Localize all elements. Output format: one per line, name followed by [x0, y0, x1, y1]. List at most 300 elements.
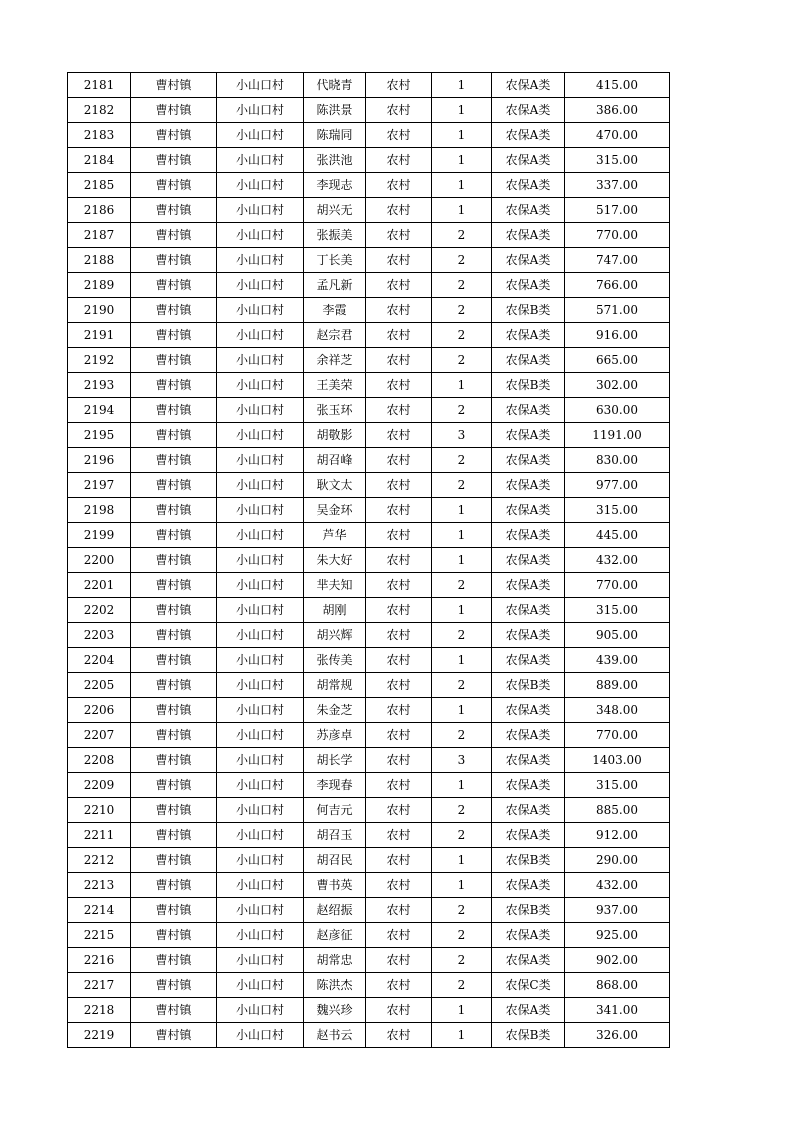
cell-household-type: 农村 — [366, 523, 432, 548]
cell-town: 曹村镇 — [131, 348, 217, 373]
cell-village: 小山口村 — [217, 73, 304, 98]
cell-household-type: 农村 — [366, 148, 432, 173]
cell-person-count: 2 — [432, 323, 492, 348]
cell-amount: 571.00 — [565, 298, 670, 323]
cell-household-type: 农村 — [366, 373, 432, 398]
cell-village: 小山口村 — [217, 123, 304, 148]
cell-village: 小山口村 — [217, 623, 304, 648]
cell-village: 小山口村 — [217, 673, 304, 698]
cell-category: 农保A类 — [492, 448, 565, 473]
cell-person-count: 2 — [432, 448, 492, 473]
cell-amount: 415.00 — [565, 73, 670, 98]
table-row — [68, 673, 670, 698]
cell-village: 小山口村 — [217, 998, 304, 1023]
cell-serial: 2213 — [68, 873, 131, 898]
cell-amount: 1191.00 — [565, 423, 670, 448]
cell-serial: 2204 — [68, 648, 131, 673]
cell-village: 小山口村 — [217, 348, 304, 373]
cell-category: 农保A类 — [492, 148, 565, 173]
cell-serial: 2183 — [68, 123, 131, 148]
cell-name: 李现春 — [304, 773, 366, 798]
cell-amount: 1403.00 — [565, 748, 670, 773]
cell-serial: 2181 — [68, 73, 131, 98]
cell-name: 胡常忠 — [304, 948, 366, 973]
cell-name: 耿文太 — [304, 473, 366, 498]
cell-category: 农保B类 — [492, 673, 565, 698]
cell-category: 农保A类 — [492, 598, 565, 623]
table-row — [68, 523, 670, 548]
cell-category: 农保A类 — [492, 698, 565, 723]
cell-category: 农保B类 — [492, 298, 565, 323]
cell-village: 小山口村 — [217, 373, 304, 398]
cell-village: 小山口村 — [217, 148, 304, 173]
table-row — [68, 898, 670, 923]
cell-person-count: 2 — [432, 798, 492, 823]
cell-household-type: 农村 — [366, 473, 432, 498]
cell-person-count: 1 — [432, 198, 492, 223]
cell-name: 张传美 — [304, 648, 366, 673]
cell-category: 农保A类 — [492, 123, 565, 148]
cell-town: 曹村镇 — [131, 373, 217, 398]
cell-town: 曹村镇 — [131, 773, 217, 798]
cell-household-type: 农村 — [366, 748, 432, 773]
cell-town: 曹村镇 — [131, 748, 217, 773]
cell-person-count: 2 — [432, 223, 492, 248]
cell-village: 小山口村 — [217, 898, 304, 923]
cell-village: 小山口村 — [217, 98, 304, 123]
cell-town: 曹村镇 — [131, 598, 217, 623]
cell-household-type: 农村 — [366, 298, 432, 323]
cell-household-type: 农村 — [366, 948, 432, 973]
cell-serial: 2203 — [68, 623, 131, 648]
cell-amount: 386.00 — [565, 98, 670, 123]
cell-name: 丁长美 — [304, 248, 366, 273]
cell-person-count: 1 — [432, 498, 492, 523]
cell-town: 曹村镇 — [131, 273, 217, 298]
cell-category: 农保A类 — [492, 73, 565, 98]
cell-person-count: 1 — [432, 648, 492, 673]
cell-amount: 868.00 — [565, 973, 670, 998]
cell-village: 小山口村 — [217, 198, 304, 223]
cell-person-count: 2 — [432, 673, 492, 698]
cell-person-count: 2 — [432, 298, 492, 323]
cell-household-type: 农村 — [366, 623, 432, 648]
cell-serial: 2185 — [68, 173, 131, 198]
cell-serial: 2192 — [68, 348, 131, 373]
table-row — [68, 623, 670, 648]
cell-amount: 937.00 — [565, 898, 670, 923]
cell-household-type: 农村 — [366, 173, 432, 198]
cell-category: 农保A类 — [492, 348, 565, 373]
cell-name: 余祥芝 — [304, 348, 366, 373]
cell-amount: 902.00 — [565, 948, 670, 973]
cell-person-count: 1 — [432, 598, 492, 623]
table-row — [68, 348, 670, 373]
cell-name: 胡召玉 — [304, 823, 366, 848]
cell-household-type: 农村 — [366, 123, 432, 148]
cell-household-type: 农村 — [366, 923, 432, 948]
cell-amount: 315.00 — [565, 598, 670, 623]
cell-household-type: 农村 — [366, 348, 432, 373]
cell-person-count: 1 — [432, 848, 492, 873]
cell-person-count: 2 — [432, 723, 492, 748]
cell-household-type: 农村 — [366, 998, 432, 1023]
cell-town: 曹村镇 — [131, 523, 217, 548]
cell-category: 农保A类 — [492, 398, 565, 423]
cell-category: 农保A类 — [492, 223, 565, 248]
cell-amount: 977.00 — [565, 473, 670, 498]
cell-town: 曹村镇 — [131, 248, 217, 273]
cell-village: 小山口村 — [217, 548, 304, 573]
table-row — [68, 448, 670, 473]
cell-amount: 916.00 — [565, 323, 670, 348]
cell-person-count: 1 — [432, 148, 492, 173]
cell-town: 曹村镇 — [131, 673, 217, 698]
cell-name: 胡长学 — [304, 748, 366, 773]
cell-household-type: 农村 — [366, 248, 432, 273]
cell-serial: 2184 — [68, 148, 131, 173]
cell-amount: 439.00 — [565, 648, 670, 673]
cell-serial: 2216 — [68, 948, 131, 973]
cell-category: 农保B类 — [492, 898, 565, 923]
cell-household-type: 农村 — [366, 448, 432, 473]
table-row — [68, 148, 670, 173]
cell-name: 胡兴辉 — [304, 623, 366, 648]
cell-amount: 925.00 — [565, 923, 670, 948]
cell-serial: 2195 — [68, 423, 131, 448]
table-row — [68, 1023, 670, 1048]
table-row — [68, 473, 670, 498]
table-row — [68, 723, 670, 748]
cell-category: 农保A类 — [492, 98, 565, 123]
cell-name: 陈洪杰 — [304, 973, 366, 998]
cell-household-type: 农村 — [366, 673, 432, 698]
cell-household-type: 农村 — [366, 1023, 432, 1048]
cell-town: 曹村镇 — [131, 498, 217, 523]
cell-town: 曹村镇 — [131, 648, 217, 673]
cell-town: 曹村镇 — [131, 873, 217, 898]
cell-category: 农保C类 — [492, 973, 565, 998]
cell-serial: 2186 — [68, 198, 131, 223]
cell-household-type: 农村 — [366, 98, 432, 123]
cell-category: 农保A类 — [492, 498, 565, 523]
cell-name: 赵宗君 — [304, 323, 366, 348]
cell-village: 小山口村 — [217, 923, 304, 948]
table-row — [68, 823, 670, 848]
cell-village: 小山口村 — [217, 698, 304, 723]
cell-serial: 2214 — [68, 898, 131, 923]
cell-person-count: 1 — [432, 523, 492, 548]
cell-town: 曹村镇 — [131, 623, 217, 648]
cell-category: 农保A类 — [492, 198, 565, 223]
cell-serial: 2182 — [68, 98, 131, 123]
table-row — [68, 873, 670, 898]
cell-serial: 2219 — [68, 1023, 131, 1048]
cell-name: 赵绍振 — [304, 898, 366, 923]
cell-name: 芈夫知 — [304, 573, 366, 598]
cell-town: 曹村镇 — [131, 948, 217, 973]
cell-village: 小山口村 — [217, 323, 304, 348]
cell-category: 农保A类 — [492, 748, 565, 773]
cell-household-type: 农村 — [366, 273, 432, 298]
cell-amount: 770.00 — [565, 573, 670, 598]
cell-name: 代晓青 — [304, 73, 366, 98]
cell-town: 曹村镇 — [131, 73, 217, 98]
cell-person-count: 1 — [432, 698, 492, 723]
table-row — [68, 998, 670, 1023]
cell-household-type: 农村 — [366, 198, 432, 223]
table-row — [68, 698, 670, 723]
cell-person-count: 2 — [432, 948, 492, 973]
cell-name: 胡常规 — [304, 673, 366, 698]
cell-person-count: 1 — [432, 98, 492, 123]
cell-household-type: 农村 — [366, 848, 432, 873]
cell-serial: 2189 — [68, 273, 131, 298]
cell-household-type: 农村 — [366, 323, 432, 348]
cell-village: 小山口村 — [217, 473, 304, 498]
cell-person-count: 2 — [432, 573, 492, 598]
cell-amount: 517.00 — [565, 198, 670, 223]
cell-category: 农保A类 — [492, 823, 565, 848]
table-row — [68, 548, 670, 573]
cell-town: 曹村镇 — [131, 1023, 217, 1048]
cell-town: 曹村镇 — [131, 323, 217, 348]
cell-name: 胡兴无 — [304, 198, 366, 223]
cell-amount: 905.00 — [565, 623, 670, 648]
cell-household-type: 农村 — [366, 598, 432, 623]
table-row — [68, 598, 670, 623]
cell-person-count: 1 — [432, 873, 492, 898]
cell-name: 曹书英 — [304, 873, 366, 898]
cell-amount: 432.00 — [565, 873, 670, 898]
cell-household-type: 农村 — [366, 648, 432, 673]
cell-serial: 2187 — [68, 223, 131, 248]
cell-person-count: 1 — [432, 173, 492, 198]
cell-household-type: 农村 — [366, 573, 432, 598]
cell-person-count: 2 — [432, 348, 492, 373]
cell-serial: 2207 — [68, 723, 131, 748]
cell-category: 农保B类 — [492, 373, 565, 398]
cell-household-type: 农村 — [366, 223, 432, 248]
cell-amount: 290.00 — [565, 848, 670, 873]
cell-name: 苏彦卓 — [304, 723, 366, 748]
cell-village: 小山口村 — [217, 573, 304, 598]
cell-village: 小山口村 — [217, 223, 304, 248]
cell-serial: 2198 — [68, 498, 131, 523]
cell-town: 曹村镇 — [131, 573, 217, 598]
cell-amount: 766.00 — [565, 273, 670, 298]
cell-serial: 2202 — [68, 598, 131, 623]
cell-category: 农保A类 — [492, 523, 565, 548]
cell-town: 曹村镇 — [131, 473, 217, 498]
cell-category: 农保A类 — [492, 248, 565, 273]
cell-amount: 665.00 — [565, 348, 670, 373]
table-row — [68, 423, 670, 448]
cell-serial: 2218 — [68, 998, 131, 1023]
cell-serial: 2191 — [68, 323, 131, 348]
table-row — [68, 748, 670, 773]
cell-household-type: 农村 — [366, 723, 432, 748]
roster-body — [68, 73, 670, 1048]
cell-town: 曹村镇 — [131, 548, 217, 573]
cell-amount: 830.00 — [565, 448, 670, 473]
cell-amount: 302.00 — [565, 373, 670, 398]
cell-name: 赵书云 — [304, 1023, 366, 1048]
cell-household-type: 农村 — [366, 798, 432, 823]
cell-household-type: 农村 — [366, 498, 432, 523]
cell-serial: 2206 — [68, 698, 131, 723]
cell-category: 农保A类 — [492, 798, 565, 823]
cell-village: 小山口村 — [217, 773, 304, 798]
cell-village: 小山口村 — [217, 973, 304, 998]
cell-village: 小山口村 — [217, 648, 304, 673]
table-row — [68, 123, 670, 148]
cell-category: 农保A类 — [492, 873, 565, 898]
cell-village: 小山口村 — [217, 1023, 304, 1048]
cell-amount: 770.00 — [565, 223, 670, 248]
cell-amount: 747.00 — [565, 248, 670, 273]
cell-serial: 2201 — [68, 573, 131, 598]
table-row — [68, 773, 670, 798]
cell-serial: 2208 — [68, 748, 131, 773]
cell-person-count: 2 — [432, 973, 492, 998]
cell-name: 李霞 — [304, 298, 366, 323]
cell-category: 农保A类 — [492, 923, 565, 948]
table-row — [68, 198, 670, 223]
cell-person-count: 3 — [432, 748, 492, 773]
table-row — [68, 923, 670, 948]
cell-village: 小山口村 — [217, 798, 304, 823]
cell-amount: 315.00 — [565, 773, 670, 798]
table-row — [68, 173, 670, 198]
cell-serial: 2199 — [68, 523, 131, 548]
cell-household-type: 农村 — [366, 398, 432, 423]
cell-person-count: 1 — [432, 548, 492, 573]
cell-amount: 912.00 — [565, 823, 670, 848]
cell-category: 农保A类 — [492, 773, 565, 798]
cell-category: 农保A类 — [492, 573, 565, 598]
cell-village: 小山口村 — [217, 748, 304, 773]
cell-person-count: 1 — [432, 373, 492, 398]
cell-amount: 432.00 — [565, 548, 670, 573]
cell-household-type: 农村 — [366, 698, 432, 723]
cell-serial: 2196 — [68, 448, 131, 473]
cell-amount: 315.00 — [565, 148, 670, 173]
cell-person-count: 2 — [432, 623, 492, 648]
cell-town: 曹村镇 — [131, 398, 217, 423]
cell-village: 小山口村 — [217, 298, 304, 323]
cell-serial: 2217 — [68, 973, 131, 998]
cell-serial: 2209 — [68, 773, 131, 798]
cell-village: 小山口村 — [217, 423, 304, 448]
cell-category: 农保A类 — [492, 423, 565, 448]
cell-amount: 348.00 — [565, 698, 670, 723]
cell-name: 吴金环 — [304, 498, 366, 523]
cell-serial: 2190 — [68, 298, 131, 323]
cell-household-type: 农村 — [366, 773, 432, 798]
table-row — [68, 373, 670, 398]
cell-person-count: 2 — [432, 273, 492, 298]
table-row — [68, 323, 670, 348]
cell-category: 农保A类 — [492, 623, 565, 648]
cell-town: 曹村镇 — [131, 973, 217, 998]
cell-name: 魏兴珍 — [304, 998, 366, 1023]
cell-household-type: 农村 — [366, 973, 432, 998]
cell-village: 小山口村 — [217, 598, 304, 623]
table-row — [68, 73, 670, 98]
cell-person-count: 1 — [432, 73, 492, 98]
cell-town: 曹村镇 — [131, 123, 217, 148]
cell-serial: 2215 — [68, 923, 131, 948]
cell-town: 曹村镇 — [131, 98, 217, 123]
cell-person-count: 2 — [432, 823, 492, 848]
cell-serial: 2188 — [68, 248, 131, 273]
cell-person-count: 1 — [432, 1023, 492, 1048]
table-row — [68, 248, 670, 273]
cell-household-type: 农村 — [366, 548, 432, 573]
cell-category: 农保B类 — [492, 848, 565, 873]
cell-name: 胡召民 — [304, 848, 366, 873]
cell-serial: 2193 — [68, 373, 131, 398]
cell-household-type: 农村 — [366, 423, 432, 448]
cell-amount: 341.00 — [565, 998, 670, 1023]
cell-category: 农保A类 — [492, 473, 565, 498]
cell-person-count: 3 — [432, 423, 492, 448]
cell-amount: 470.00 — [565, 123, 670, 148]
cell-household-type: 农村 — [366, 823, 432, 848]
table-row — [68, 298, 670, 323]
cell-town: 曹村镇 — [131, 898, 217, 923]
cell-town: 曹村镇 — [131, 448, 217, 473]
cell-person-count: 1 — [432, 773, 492, 798]
cell-village: 小山口村 — [217, 823, 304, 848]
cell-town: 曹村镇 — [131, 298, 217, 323]
cell-amount: 326.00 — [565, 1023, 670, 1048]
cell-name: 李现志 — [304, 173, 366, 198]
cell-village: 小山口村 — [217, 948, 304, 973]
cell-name: 芦华 — [304, 523, 366, 548]
cell-village: 小山口村 — [217, 523, 304, 548]
cell-name: 朱金芝 — [304, 698, 366, 723]
cell-serial: 2211 — [68, 823, 131, 848]
cell-category: 农保A类 — [492, 173, 565, 198]
cell-village: 小山口村 — [217, 873, 304, 898]
cell-town: 曹村镇 — [131, 423, 217, 448]
cell-serial: 2205 — [68, 673, 131, 698]
cell-amount: 445.00 — [565, 523, 670, 548]
cell-town: 曹村镇 — [131, 998, 217, 1023]
cell-category: 农保A类 — [492, 323, 565, 348]
cell-name: 张玉环 — [304, 398, 366, 423]
cell-name: 陈瑞同 — [304, 123, 366, 148]
cell-name: 胡敬影 — [304, 423, 366, 448]
cell-name: 张洪池 — [304, 148, 366, 173]
cell-village: 小山口村 — [217, 248, 304, 273]
cell-household-type: 农村 — [366, 898, 432, 923]
table-row — [68, 273, 670, 298]
cell-serial: 2212 — [68, 848, 131, 873]
cell-category: 农保A类 — [492, 998, 565, 1023]
table-row — [68, 98, 670, 123]
cell-town: 曹村镇 — [131, 848, 217, 873]
cell-serial: 2194 — [68, 398, 131, 423]
cell-category: 农保B类 — [492, 1023, 565, 1048]
cell-person-count: 1 — [432, 998, 492, 1023]
cell-town: 曹村镇 — [131, 223, 217, 248]
cell-person-count: 2 — [432, 473, 492, 498]
cell-category: 农保A类 — [492, 648, 565, 673]
cell-amount: 889.00 — [565, 673, 670, 698]
